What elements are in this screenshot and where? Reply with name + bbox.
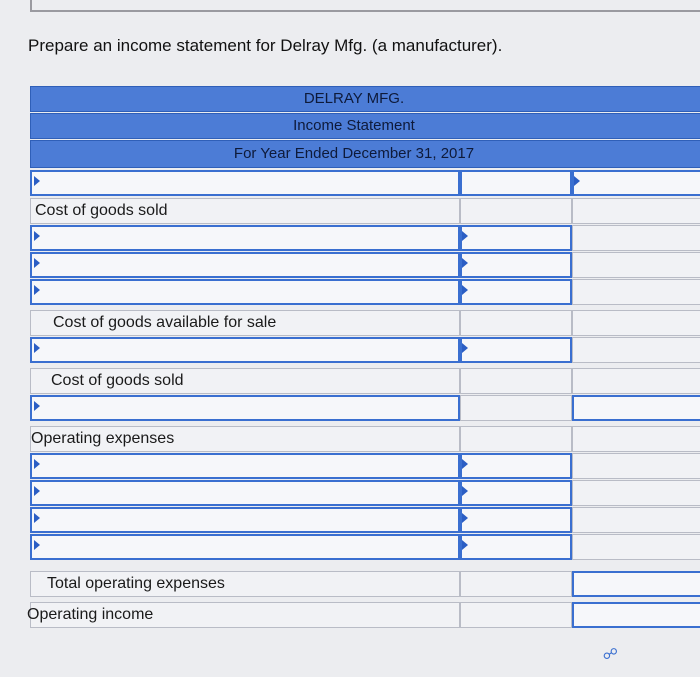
amount-cell (572, 368, 700, 394)
table-row (30, 507, 700, 533)
amount-cell (572, 198, 700, 224)
dropdown-marker-icon[interactable] (34, 401, 40, 411)
amount-input[interactable] (572, 395, 700, 421)
dropdown-marker-icon[interactable] (574, 176, 580, 186)
dropdown-marker-icon[interactable] (462, 343, 468, 353)
dropdown-marker-icon[interactable] (34, 343, 40, 353)
amount-input[interactable] (572, 170, 700, 196)
table-row (30, 310, 700, 336)
line-item-input[interactable] (30, 534, 460, 560)
row-label: Cost of goods available for sale (30, 310, 460, 336)
amount-input[interactable] (460, 252, 572, 278)
income-statement-sheet (14, 86, 700, 636)
line-item-input[interactable] (30, 225, 460, 251)
amount-input[interactable] (460, 453, 572, 479)
dropdown-marker-icon[interactable] (462, 459, 468, 469)
amount-input[interactable] (572, 602, 700, 628)
line-item-input[interactable] (30, 170, 460, 196)
dropdown-marker-icon[interactable] (34, 486, 40, 496)
line-item-input[interactable] (30, 279, 460, 305)
amount-cell (572, 225, 700, 251)
amount-input[interactable] (460, 225, 572, 251)
table-row (30, 534, 700, 560)
line-item-input[interactable] (30, 507, 460, 533)
statement-title-header: Income Statement (30, 113, 700, 139)
amount-cell (460, 602, 572, 628)
table-row (30, 225, 700, 251)
amount-input[interactable] (460, 337, 572, 363)
dropdown-marker-icon[interactable] (462, 540, 468, 550)
dropdown-marker-icon[interactable] (462, 258, 468, 268)
line-item-input[interactable] (30, 337, 460, 363)
amount-cell (572, 310, 700, 336)
table-row (30, 368, 700, 394)
amount-cell (460, 395, 572, 421)
row-label: Cost of goods sold (30, 198, 460, 224)
table-row (30, 453, 700, 479)
amount-input[interactable] (460, 507, 572, 533)
company-name-header: DELRAY MFG. (30, 86, 700, 112)
row-label: Total operating expenses (30, 571, 460, 597)
amount-input[interactable] (460, 480, 572, 506)
amount-input[interactable] (460, 170, 572, 196)
table-row (30, 198, 700, 224)
amount-cell (460, 198, 572, 224)
dropdown-marker-icon[interactable] (462, 231, 468, 241)
table-row (30, 426, 700, 452)
dropdown-marker-icon[interactable] (462, 513, 468, 523)
dropdown-marker-icon[interactable] (34, 513, 40, 523)
amount-cell (572, 507, 700, 533)
amount-input[interactable] (460, 279, 572, 305)
dropdown-marker-icon[interactable] (462, 285, 468, 295)
table-row (30, 480, 700, 506)
row-label: Operating expenses (30, 426, 460, 452)
table-row (30, 337, 700, 363)
dropdown-marker-icon[interactable] (34, 459, 40, 469)
amount-cell (460, 310, 572, 336)
dropdown-marker-icon[interactable] (462, 486, 468, 496)
amount-cell (460, 571, 572, 597)
amount-cell (572, 453, 700, 479)
line-item-input[interactable] (30, 252, 460, 278)
link-icon[interactable]: ☍ (602, 646, 618, 663)
table-row (30, 395, 700, 421)
row-label: Cost of goods sold (30, 368, 460, 394)
table-row (30, 252, 700, 278)
dropdown-marker-icon[interactable] (34, 258, 40, 268)
row-label: Operating income (30, 602, 460, 628)
amount-input[interactable] (460, 534, 572, 560)
amount-input[interactable] (572, 571, 700, 597)
table-row (30, 571, 700, 597)
table-row (27, 602, 700, 628)
line-item-input[interactable] (30, 480, 460, 506)
top-border-line (30, 10, 700, 12)
amount-cell (572, 534, 700, 560)
table-row (30, 279, 700, 305)
dropdown-marker-icon[interactable] (34, 231, 40, 241)
statement-period-header: For Year Ended December 31, 2017 (30, 140, 700, 168)
dropdown-marker-icon[interactable] (34, 176, 40, 186)
amount-cell (572, 279, 700, 305)
amount-cell (572, 337, 700, 363)
amount-cell (572, 480, 700, 506)
dropdown-marker-icon[interactable] (34, 285, 40, 295)
amount-cell (572, 426, 700, 452)
amount-cell (572, 252, 700, 278)
question-prompt: Prepare an income statement for Delray Mfg. (a manufacturer). (28, 36, 503, 55)
amount-cell (460, 426, 572, 452)
amount-cell (460, 368, 572, 394)
dropdown-marker-icon[interactable] (34, 540, 40, 550)
table-row (30, 170, 700, 196)
line-item-input[interactable] (30, 453, 460, 479)
line-item-input[interactable] (30, 395, 460, 421)
